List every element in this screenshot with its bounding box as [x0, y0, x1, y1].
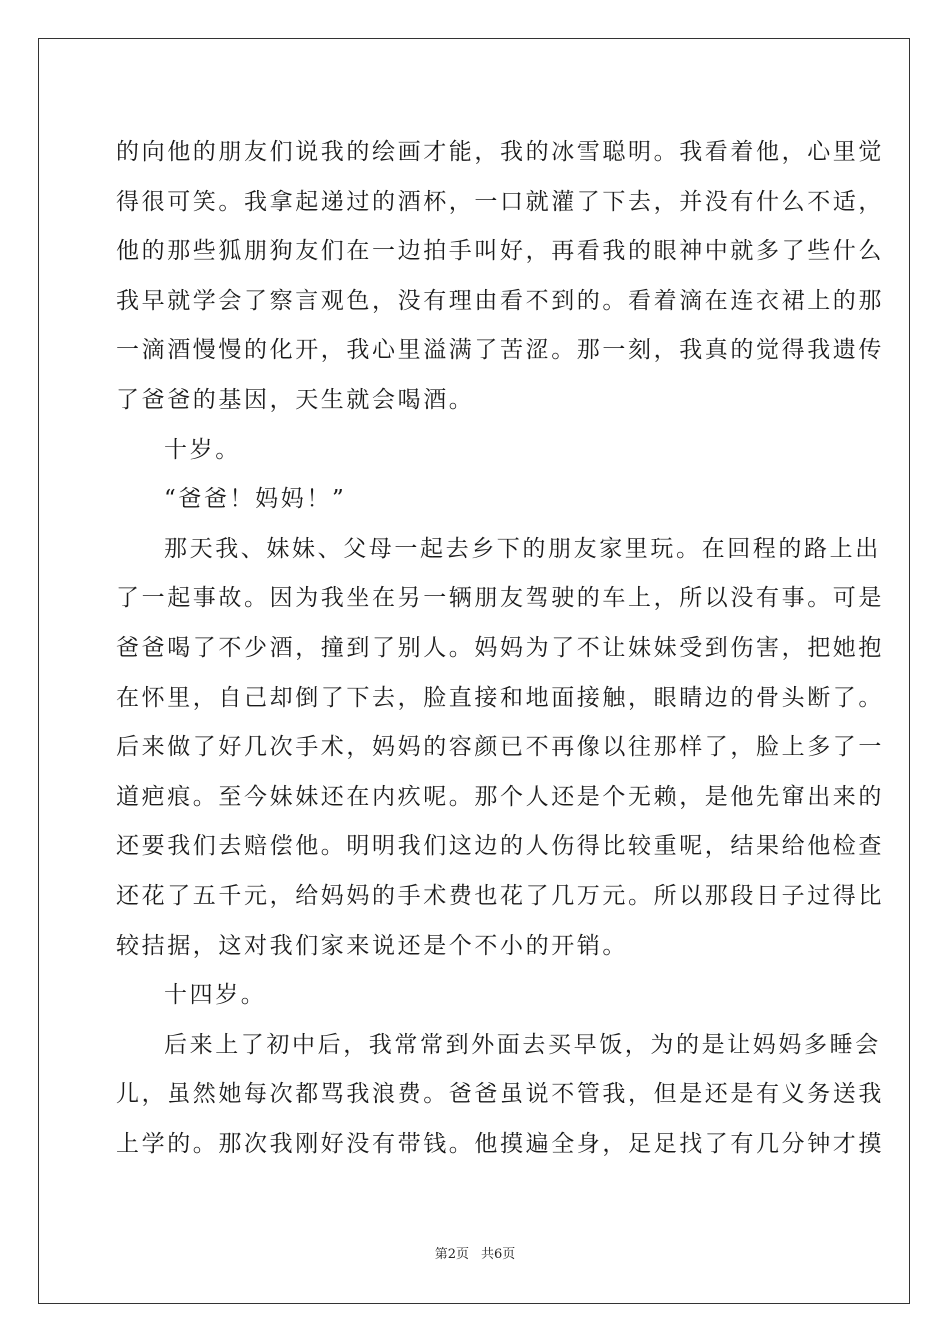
- document-body: [116, 128, 884, 1169]
- text-line: 那天我、妹妹、父母一起去乡下的朋友家里玩。在回程的路上出: [164, 535, 881, 562]
- text-line: 儿，虽然她每次都骂我浪费。爸爸虽说不管我，但是还是有义务送我: [116, 1081, 884, 1108]
- text-line: 我早就学会了察言观色，没有理由看不到的。看着滴在连衣裙上的那: [116, 287, 884, 314]
- text-line: 在怀里，自己却倒了下去，脸直接和地面接触，眼睛边的骨头断了。: [116, 684, 884, 711]
- page-number: 第2页: [434, 1247, 469, 1262]
- text-line: 爸爸喝了不少酒，撞到了别人。妈妈为了不让妹妹受到伤害，把她抱: [116, 634, 884, 661]
- section-heading: 十四岁。: [164, 982, 267, 1009]
- text-line: 还要我们去赔偿他。明明我们这边的人伤得比较重呢，结果给他检查: [116, 833, 884, 860]
- section-heading: 十岁。: [164, 436, 241, 463]
- text-line: 了爸爸的基因，天生就会喝酒。: [116, 386, 475, 413]
- text-line: 一滴酒慢慢的化开，我心里溢满了苦涩。那一刻，我真的觉得我遗传: [116, 337, 884, 364]
- quote-line: “爸爸！妈妈！”: [164, 486, 347, 513]
- text-line: 得很可笑。我拿起递过的酒杯，一口就灌了下去，并没有什么不适，: [116, 188, 884, 215]
- text-line: 还花了五千元，给妈妈的手术费也花了几万元。所以那段日子过得比: [116, 882, 884, 909]
- text-line: 后来做了好几次手术，妈妈的容颜已不再像以往那样了，脸上多了一: [116, 734, 884, 761]
- page-footer: [0, 1243, 950, 1262]
- text-line: 了一起事故。因为我坐在另一辆朋友驾驶的车上，所以没有事。可是: [116, 585, 884, 612]
- text-line: 后来上了初中后，我常常到外面去买早饭，为的是让妈妈多睡会: [164, 1031, 881, 1058]
- text-line: 道疤痕。至今妹妹还在内疚呢。那个人还是个无赖，是他先窜出来的: [116, 783, 884, 810]
- page-total: 共6页: [481, 1247, 516, 1262]
- text-line: 较拮据，这对我们家来说还是个不小的开销。: [116, 932, 628, 959]
- text-line: 上学的。那次我刚好没有带钱。他摸遍全身，足足找了有几分钟才摸: [116, 1130, 884, 1157]
- text-line: 的向他的朋友们说我的绘画才能，我的冰雪聪明。我看着他，心里觉: [116, 139, 884, 165]
- text-line: 他的那些狐朋狗友们在一边拍手叫好，再看我的眼神中就多了些什么: [116, 238, 884, 265]
